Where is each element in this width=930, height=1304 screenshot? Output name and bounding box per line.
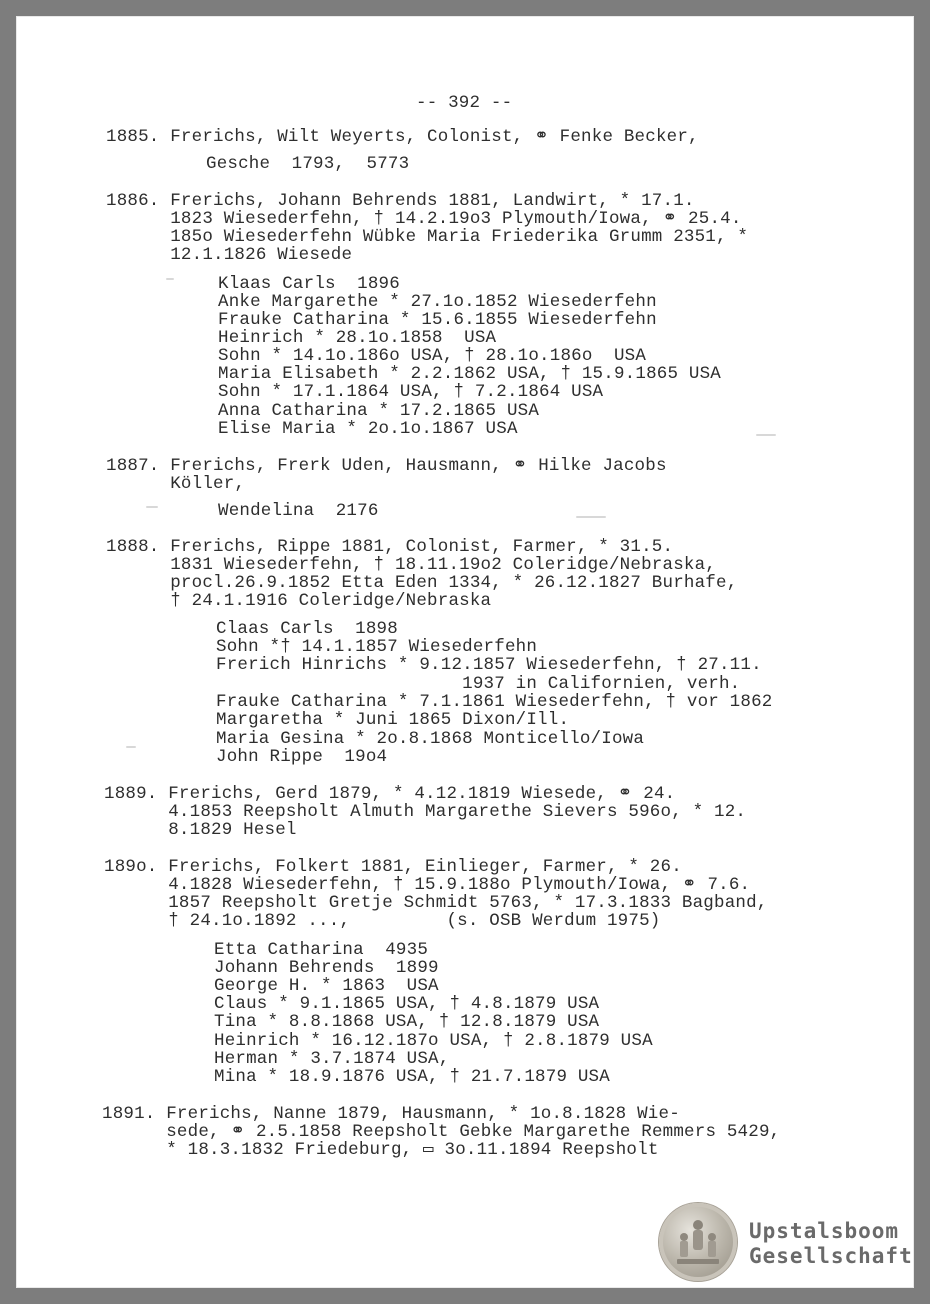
entry-1889-line-3: 8.1829 Hesel [104,820,297,840]
entry-1890-child-2: Johann Behrends 1899 [214,958,439,978]
entry-1890-line-1: 189o. Frerichs, Folkert 1881, Einlieger, Farmer, * 26. [104,857,682,877]
entry-1890-line-2: 4.1828 Wiesederfehn, † 15.9.188o Plymouth/Iowa, ⚭ 7.6. [104,875,751,895]
document-page [16,16,914,1288]
scan-speck [576,516,606,518]
entry-1890-child-4: Claus * 9.1.1865 USA, † 4.8.1879 USA [214,994,600,1014]
entry-1886-child-2: Anke Margarethe * 27.1o.1852 Wiesederfehn [218,292,657,312]
entry-1889-line-1: 1889. Frerichs, Gerd 1879, * 4.12.1819 Wiesede, ⚭ 24. [104,784,676,804]
logo-line-2: Gesellschaft [749,1244,913,1268]
scan-speck [146,506,158,508]
entry-1887-line-1: 1887. Frerichs, Frerk Uden, Hausmann, ⚭ Hilke Jacobs [106,456,667,476]
entry-1888-child-7: Maria Gesina * 2o.8.1868 Monticello/Iowa [216,729,645,749]
entry-1891-line-3: * 18.3.1832 Friedeburg, ▭ 3o.11.1894 Reepsholt [102,1140,659,1160]
entry-1887-line-2: Köller, [106,474,246,494]
entry-1886-line-3: 185o Wiesederfehn Wübke Maria Friederika Grumm 2351, * [106,227,749,247]
entry-1885-child-1: Gesche 1793, 5773 [206,154,410,174]
scan-speck [166,278,174,280]
entry-1888-line-1: 1888. Frerichs, Rippe 1881, Colonist, Farmer, * 31.5. [106,537,674,557]
entry-1886-child-3: Frauke Catharina * 15.6.1855 Wiesederfehn [218,310,657,330]
seal-figures-icon [673,1215,723,1269]
entry-1886-line-4: 12.1.1826 Wiesede [106,245,353,265]
entry-1886-child-9: Elise Maria * 2o.1o.1867 USA [218,419,518,439]
entry-1888-line-4: † 24.1.1916 Coleridge/Nebraska [106,591,492,611]
logo-line-1: Upstalsboom [749,1219,900,1243]
upstalsboom-logo [659,1203,914,1283]
scan-speck [756,434,776,436]
entry-1891-line-1: 1891. Frerichs, Nanne 1879, Hausmann, * 1o.8.1828 Wie- [102,1104,680,1124]
logo-wordmark [749,1219,913,1269]
entry-1890-child-3: George H. * 1863 USA [214,976,439,996]
seal-emblem-icon [659,1203,737,1281]
entry-1888-child-5: Frauke Catharina * 7.1.1861 Wiesederfehn, † vor 1862 [216,692,773,712]
entry-1888-child-1: Claas Carls 1898 [216,619,398,639]
entry-1885-line-1: 1885. Frerichs, Wilt Weyerts, Colonist, ⚭ Fenke Becker, [106,127,699,147]
entry-1888-child-6: Margaretha * Juni 1865 Dixon/Ill. [216,710,570,730]
entry-1889-line-2: 4.1853 Reepsholt Almuth Margarethe Sievers 596o, * 12. [104,802,747,822]
entry-1890-child-1: Etta Catharina 4935 [214,940,429,960]
entry-1886-line-2: 1823 Wiesederfehn, † 14.2.19o3 Plymouth/Iowa, ⚭ 25.4. [106,209,742,229]
entry-1886-line-1: 1886. Frerichs, Johann Behrends 1881, Landwirt, * 17.1. [106,191,695,211]
entry-1886-child-1: Klaas Carls 1896 [218,274,400,294]
entry-1886-child-6: Maria Elisabeth * 2.2.1862 USA, † 15.9.1865 USA [218,364,721,384]
entry-1886-child-5: Sohn * 14.1o.186o USA, † 28.1o.186o USA [218,346,647,366]
entry-1888-line-2: 1831 Wiesederfehn, † 18.11.19o2 Coleridge/Nebraska, [106,555,716,575]
entry-1890-child-5: Tina * 8.8.1868 USA, † 12.8.1879 USA [214,1012,600,1032]
entry-1890-child-6: Heinrich * 16.12.187o USA, † 2.8.1879 USA [214,1031,653,1051]
entry-1888-child-2: Sohn *† 14.1.1857 Wiesederfehn [216,637,538,657]
entry-1888-child-8: John Rippe 19o4 [216,747,388,767]
entry-1890-line-4: † 24.1o.1892 ..., (s. OSB Werdum 1975) [104,911,661,931]
entry-1887-child-1: Wendelina 2176 [218,501,379,521]
entry-1891-line-2: sede, ⚭ 2.5.1858 Reepsholt Gebke Margarethe Remmers 5429, [102,1122,781,1142]
entry-1886-child-7: Sohn * 17.1.1864 USA, † 7.2.1864 USA [218,382,604,402]
entry-1888-line-3: procl.26.9.1852 Etta Eden 1334, * 26.12.1827 Burhafe, [106,573,738,593]
entry-1888-child-4: 1937 in Californien, verh. [216,674,741,694]
entry-1888-child-3: Frerich Hinrichs * 9.12.1857 Wiesederfehn, † 27.11. [216,655,762,675]
entry-1886-child-4: Heinrich * 28.1o.1858 USA [218,328,497,348]
entry-1890-child-7: Herman * 3.7.1874 USA, [214,1049,450,1069]
entry-1890-child-8: Mina * 18.9.1876 USA, † 21.7.1879 USA [214,1067,610,1087]
entry-1886-child-8: Anna Catharina * 17.2.1865 USA [218,401,540,421]
entry-1890-line-3: 1857 Reepsholt Gretje Schmidt 5763, * 17.3.1833 Bagband, [104,893,768,913]
scan-speck [126,746,136,748]
page-number: -- 392 -- [416,93,513,113]
